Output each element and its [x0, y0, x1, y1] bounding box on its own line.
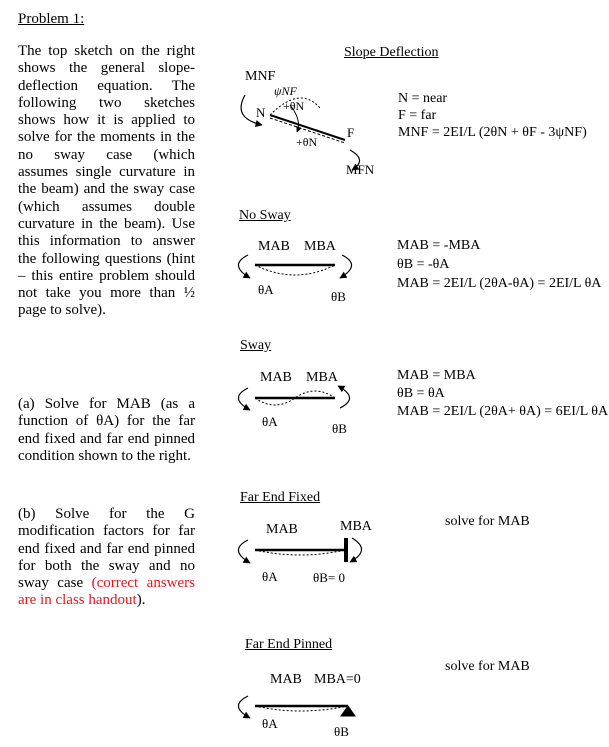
sw-label-thetab: θB — [332, 421, 347, 436]
intro-paragraph: The top sketch on the right shows the general slope-deflection equation. The following two sketches shows how it is applied to solve for the moments in the no sway case (which assumes single curvature in the beam) and the sway case (which assumes double curvature in the beam). Use this information to answer the following questions (hint – this entire problem should not take you more than ½ page to solve). — [18, 43, 195, 319]
sd-label-mfn: MFN — [346, 162, 375, 177]
fx-label-mab: MAB — [266, 522, 298, 537]
no-sway-eq2: θB = -θA — [397, 257, 450, 272]
sd-label-n: N — [256, 105, 266, 120]
question-b-end: ). — [136, 592, 146, 609]
question-b-text: (b) Solve for the G modification factors for far end fixed and far end pinned for both the sway and no sway case — [18, 506, 195, 592]
sd-label-psi: ψNF — [274, 84, 297, 98]
fixed-solve-label: solve for MAB — [445, 514, 530, 529]
fx-mba-arrow — [350, 538, 362, 562]
sd-eq-near: N = near — [398, 91, 448, 106]
sw-label-thetaa: θA — [262, 414, 278, 429]
far-end-fixed-heading: Far End Fixed — [240, 490, 321, 505]
sw-mab-arrow — [238, 388, 250, 410]
sd-label-thetan-top: +θN — [283, 99, 305, 113]
sway-sketch — [238, 386, 349, 410]
no-sway-heading: No Sway — [239, 208, 291, 223]
no-sway-eq3: MAB = 2EI/L (2θA-θA) = 2EI/L θA — [397, 276, 602, 291]
ns-label-mba: MBA — [304, 239, 336, 254]
pn-label-mba: MBA=0 — [314, 672, 361, 687]
far-end-pinned-sketch — [238, 696, 355, 718]
sd-eq-far: F = far — [398, 108, 437, 123]
fx-label-mba: MBA — [340, 519, 372, 534]
pn-label-thetaa: θA — [262, 716, 278, 731]
no-sway-sketch — [238, 255, 351, 278]
sw-mba-arrow — [338, 386, 350, 408]
no-sway-eq1: MAB = -MBA — [397, 238, 481, 253]
sw-label-mba: MBA — [306, 370, 338, 385]
pn-pin-support — [341, 706, 355, 716]
far-end-pinned-heading: Far End Pinned — [245, 637, 333, 652]
pn-mab-arrow — [238, 696, 250, 718]
fx-label-thetab: θB= 0 — [313, 570, 345, 585]
slope-deflection-heading: Slope Deflection — [344, 45, 439, 60]
ns-mab-arrow — [238, 255, 250, 278]
ns-deflected — [255, 265, 335, 275]
question-b-note: (correct answers are in class handout — [18, 575, 195, 609]
question-a: (a) Solve for MAB (as a function of θA) for the far end fixed and far end pinned condition shown to the right. — [18, 396, 195, 464]
pn-label-mab: MAB — [270, 672, 302, 687]
ns-mba-arrow — [340, 255, 352, 278]
problem-title: Problem 1: — [18, 11, 85, 27]
sw-label-mab: MAB — [260, 370, 292, 385]
sd-label-f: F — [347, 125, 355, 140]
sway-eq1: MAB = MBA — [397, 368, 476, 383]
pn-label-thetab: θB — [334, 724, 349, 739]
ns-label-mab: MAB — [258, 239, 290, 254]
sway-eq2: θB = θA — [397, 386, 445, 401]
sd-label-mnf: MNF — [245, 69, 276, 84]
sway-eq3: MAB = 2EI/L (2θA+ θA) = 6EI/L θA — [397, 404, 609, 419]
sway-heading: Sway — [240, 338, 272, 353]
far-end-fixed-sketch — [238, 538, 361, 563]
ns-label-thetab: θB — [331, 289, 346, 304]
fx-mab-arrow — [238, 540, 250, 563]
sd-label-thetan-bot: +θN — [296, 135, 318, 149]
pinned-solve-label: solve for MAB — [445, 659, 530, 674]
fx-label-thetaa: θA — [262, 569, 278, 584]
sd-eq-general: MNF = 2EI/L (2θN + θF - 3ψNF) — [398, 125, 587, 140]
ns-label-thetaa: θA — [258, 282, 274, 297]
